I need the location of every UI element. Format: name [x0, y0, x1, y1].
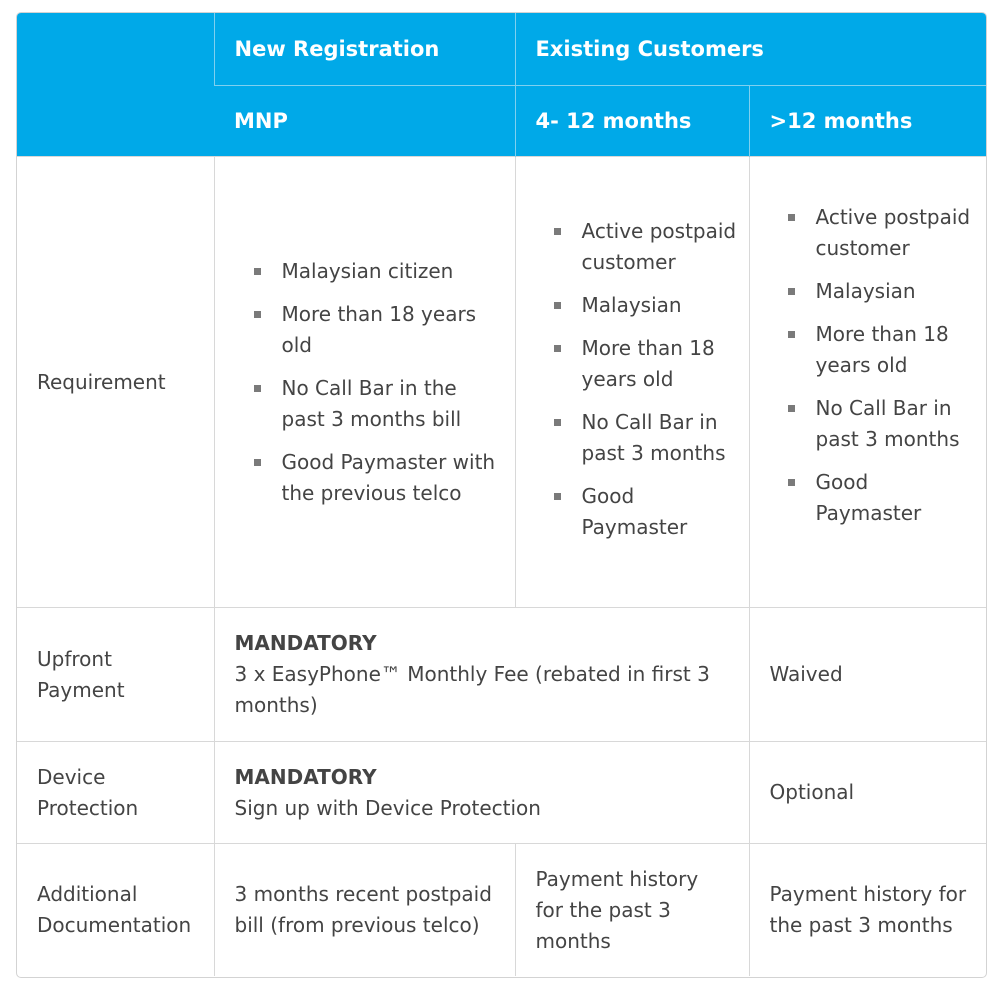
list-item: Malaysian	[552, 290, 737, 321]
row-label-device-protection: Device Protection	[17, 742, 214, 844]
plan-comparison-table	[17, 13, 986, 976]
requirement-mnp-list	[252, 256, 497, 509]
table-row-device-protection	[17, 742, 986, 844]
table-row-requirement	[17, 157, 986, 608]
docs-mnp-cell: 3 months recent postpaid bill (from previous telco)	[214, 844, 515, 977]
mandatory-label: MANDATORY	[234, 631, 377, 655]
docs-12-plus-cell: Payment history for the past 3 months	[749, 844, 986, 977]
mandatory-label: MANDATORY	[234, 764, 377, 789]
list-item: Good Paymaster	[786, 467, 977, 529]
list-item: More than 18 years old	[552, 333, 737, 395]
list-item: No Call Bar in the past 3 months bill	[252, 373, 497, 435]
device-12-plus-cell: Optional	[749, 742, 986, 844]
device-detail: Sign up with Device Protection	[234, 795, 541, 820]
list-item: More than 18 years old	[786, 319, 977, 381]
requirement-4-12-list	[552, 216, 737, 543]
upfront-mandatory-cell	[214, 608, 749, 742]
row-label-additional-documentation: Additional Documentation	[17, 844, 214, 977]
requirement-12-plus-cell	[749, 157, 986, 608]
header-corner	[17, 13, 214, 157]
list-item: More than 18 years old	[252, 299, 497, 361]
list-item: No Call Bar in past 3 months	[552, 407, 737, 469]
list-item: Active postpaid customer	[786, 202, 977, 264]
upfront-detail: 3 x EasyPhone™ Monthly Fee (rebated in first 3 months)	[234, 662, 710, 717]
header-mnp: MNP	[214, 86, 515, 157]
row-label-upfront-payment: Upfront Payment	[17, 608, 214, 742]
upfront-12-plus-cell: Waived	[749, 608, 986, 742]
table-row-upfront-payment	[17, 608, 986, 742]
header-existing-customers: Existing Customers	[515, 13, 986, 86]
comparison-table-frame	[16, 12, 987, 978]
requirement-mnp-cell	[214, 157, 515, 608]
requirement-12-plus-list	[786, 202, 977, 529]
list-item: Malaysian	[786, 276, 977, 307]
list-item: No Call Bar in past 3 months	[786, 393, 977, 455]
row-label-requirement: Requirement	[17, 157, 214, 608]
list-item: Good Paymaster	[552, 481, 737, 543]
header-new-registration: New Registration	[214, 13, 515, 86]
requirement-4-12-cell	[515, 157, 749, 608]
list-item: Good Paymaster with the previous telco	[252, 447, 497, 509]
header-12-plus-months: >12 months	[749, 86, 986, 157]
list-item: Active postpaid customer	[552, 216, 737, 278]
device-mandatory-cell	[214, 742, 749, 844]
docs-4-12-cell: Payment history for the past 3 months	[515, 844, 749, 977]
table-row-additional-documentation	[17, 844, 986, 977]
list-item: Malaysian citizen	[252, 256, 497, 287]
header-4-12-months: 4- 12 months	[515, 86, 749, 157]
